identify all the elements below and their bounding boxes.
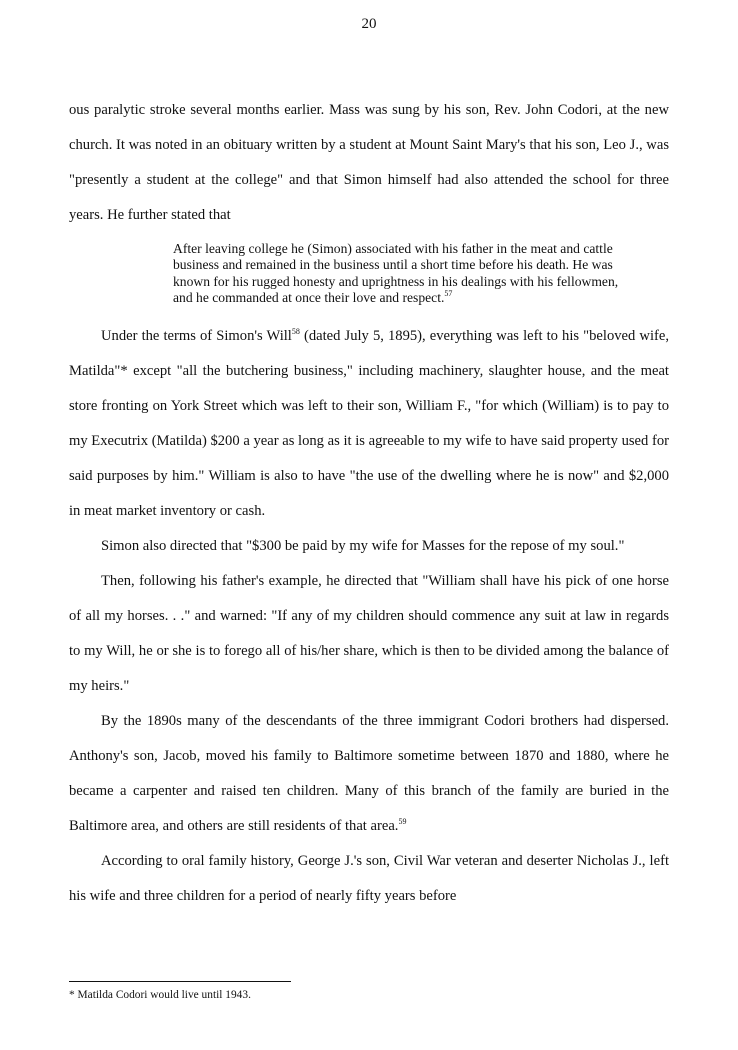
footnote-ref-59: 59: [398, 816, 407, 826]
horses-paragraph: Then, following his father's example, he directed that "William shall have his pick of one horse of all my horses. . ." and warned: "If any of my children should commence any suit at law in regards to my Will, he or she is to forego all of his/her share, which is then to be divided among the balance of my heirs.": [69, 572, 669, 694]
obituary-paragraph: ous paralytic stroke several months earlier. Mass was sung by his son, Rev. John Codori, at the new church. It was noted in an obituary written by a student at Mount Saint Mary's that his son, Leo J., was "presently a student at the college" and that Simon himself had also attended the school for three years. He further stated that: [69, 102, 669, 223]
oral-history-paragraph: According to oral family history, George J.'s son, Civil War veteran and deserter Nicholas J., left his wife and three children for a period of nearly fifty years before: [69, 852, 669, 904]
dispersal-paragraph: [69, 704, 669, 844]
masses-paragraph: Simon also directed that "$300 be paid by my wife for Masses for the repose of my soul.": [101, 537, 625, 554]
footnote-divider: [69, 981, 291, 982]
body-text: [69, 93, 669, 914]
dispersal-paragraph-text: By the 1890s many of the descendants of the three immigrant Codori brothers had dispersed. Anthony's son, Jacob, moved his family to Baltimore sometime between 1870 and 1880, where he became a carpenter and raised ten children. Many of this branch of the family are buried in the Baltimore area, and others are still residents of that area.: [69, 712, 669, 834]
block-quote-text: After leaving college he (Simon) associated with his father in the meat and cattle business and remained in the business until a short time before his death. He was known for his rugged honesty and uprightness in his dealings with his fellowmen, and he commanded at once their love and respect.: [173, 241, 619, 306]
will-paragraph-start: Under the terms of Simon's Will: [101, 327, 292, 344]
block-quote: [173, 241, 621, 307]
footnote: * Matilda Codori would live until 1943.: [69, 989, 251, 1001]
footnote-ref-57: 57: [444, 289, 453, 299]
will-paragraph-rest: (dated July 5, 1895), everything was left to his "beloved wife, Matilda"* except "all the butchering business," including machinery, slaughter house, and the meat store fronting on York Street which was left to their son, William F., "for which (William) is to pay to my Executrix (Matilda) $200 a year as long as it is agreeable to my wife to have said property used for said purposes by him." William is also to have "the use of the dwelling where he is now" and $2,000 in meat market inventory or cash.: [69, 327, 670, 519]
page-number: 20: [361, 16, 377, 32]
footnote-ref-58: 58: [291, 326, 300, 336]
will-paragraph: [69, 319, 669, 529]
